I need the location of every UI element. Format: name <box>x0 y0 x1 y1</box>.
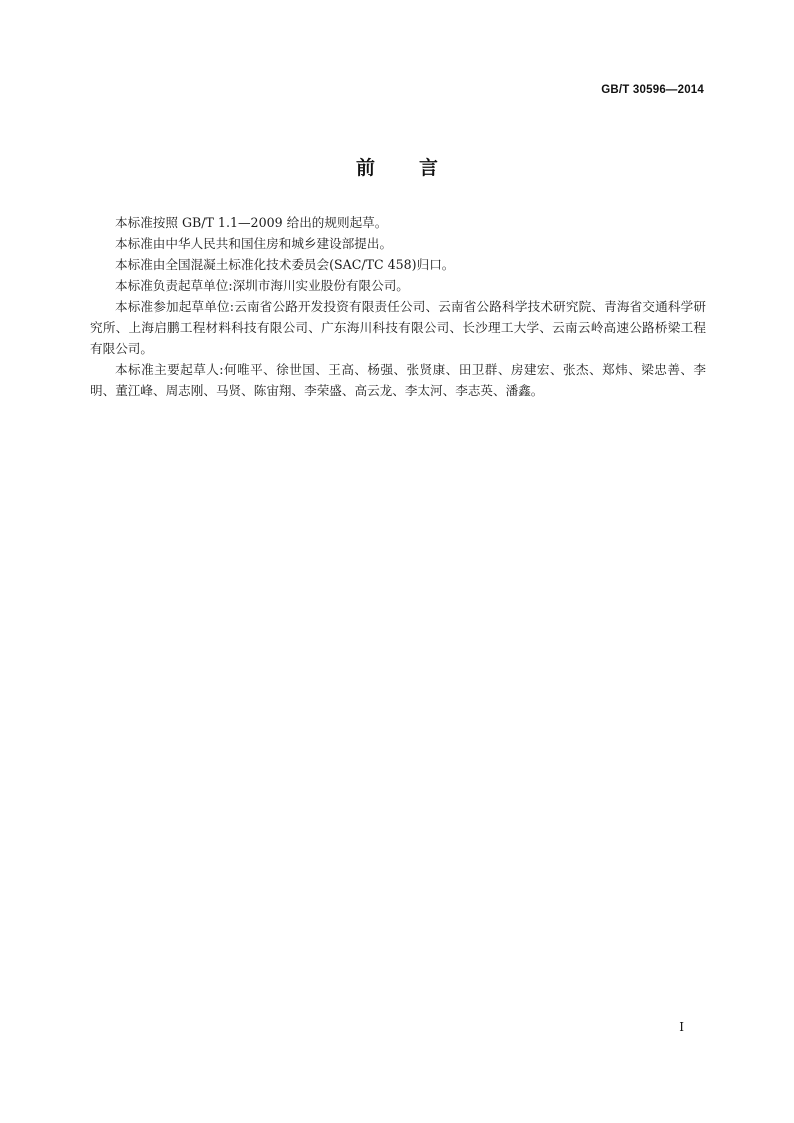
paragraph-drafting-rules: 本标准按照 GB/T 1.1—2009 给出的规则起草。 <box>115 215 388 230</box>
standard-number: GB/T 30596—2014 <box>601 84 704 96</box>
paragraph-committee: 本标准由全国混凝土标准化技术委员会(SAC/TC 458)归口。 <box>115 257 455 272</box>
page-title: 前言 <box>355 157 482 179</box>
paragraph-participating-units: 本标准参加起草单位:云南省公路开发投资有限责任公司、云南省公路科学技术研究院、青海省交通科学研究所、上海启鹏工程材料科技有限公司、广东海川科技有限公司、长沙理工大学、云南云岭高速公路桥梁工程有限公司。 <box>90 299 706 356</box>
foreword-body <box>90 212 706 401</box>
paragraph-main-drafters: 本标准主要起草人:何唯平、徐世国、王高、杨强、张贤康、田卫群、房建宏、张杰、郑炜、梁忠善、李明、董江峰、周志刚、马贤、陈宙翔、李荣盛、高云龙、李太河、李志英、潘鑫。 <box>90 362 706 398</box>
paragraph-lead-drafter: 本标准负责起草单位:深圳市海川实业股份有限公司。 <box>115 278 409 293</box>
page-number: I <box>679 1020 684 1034</box>
paragraph-proposer: 本标准由中华人民共和国住房和城乡建设部提出。 <box>115 236 393 251</box>
